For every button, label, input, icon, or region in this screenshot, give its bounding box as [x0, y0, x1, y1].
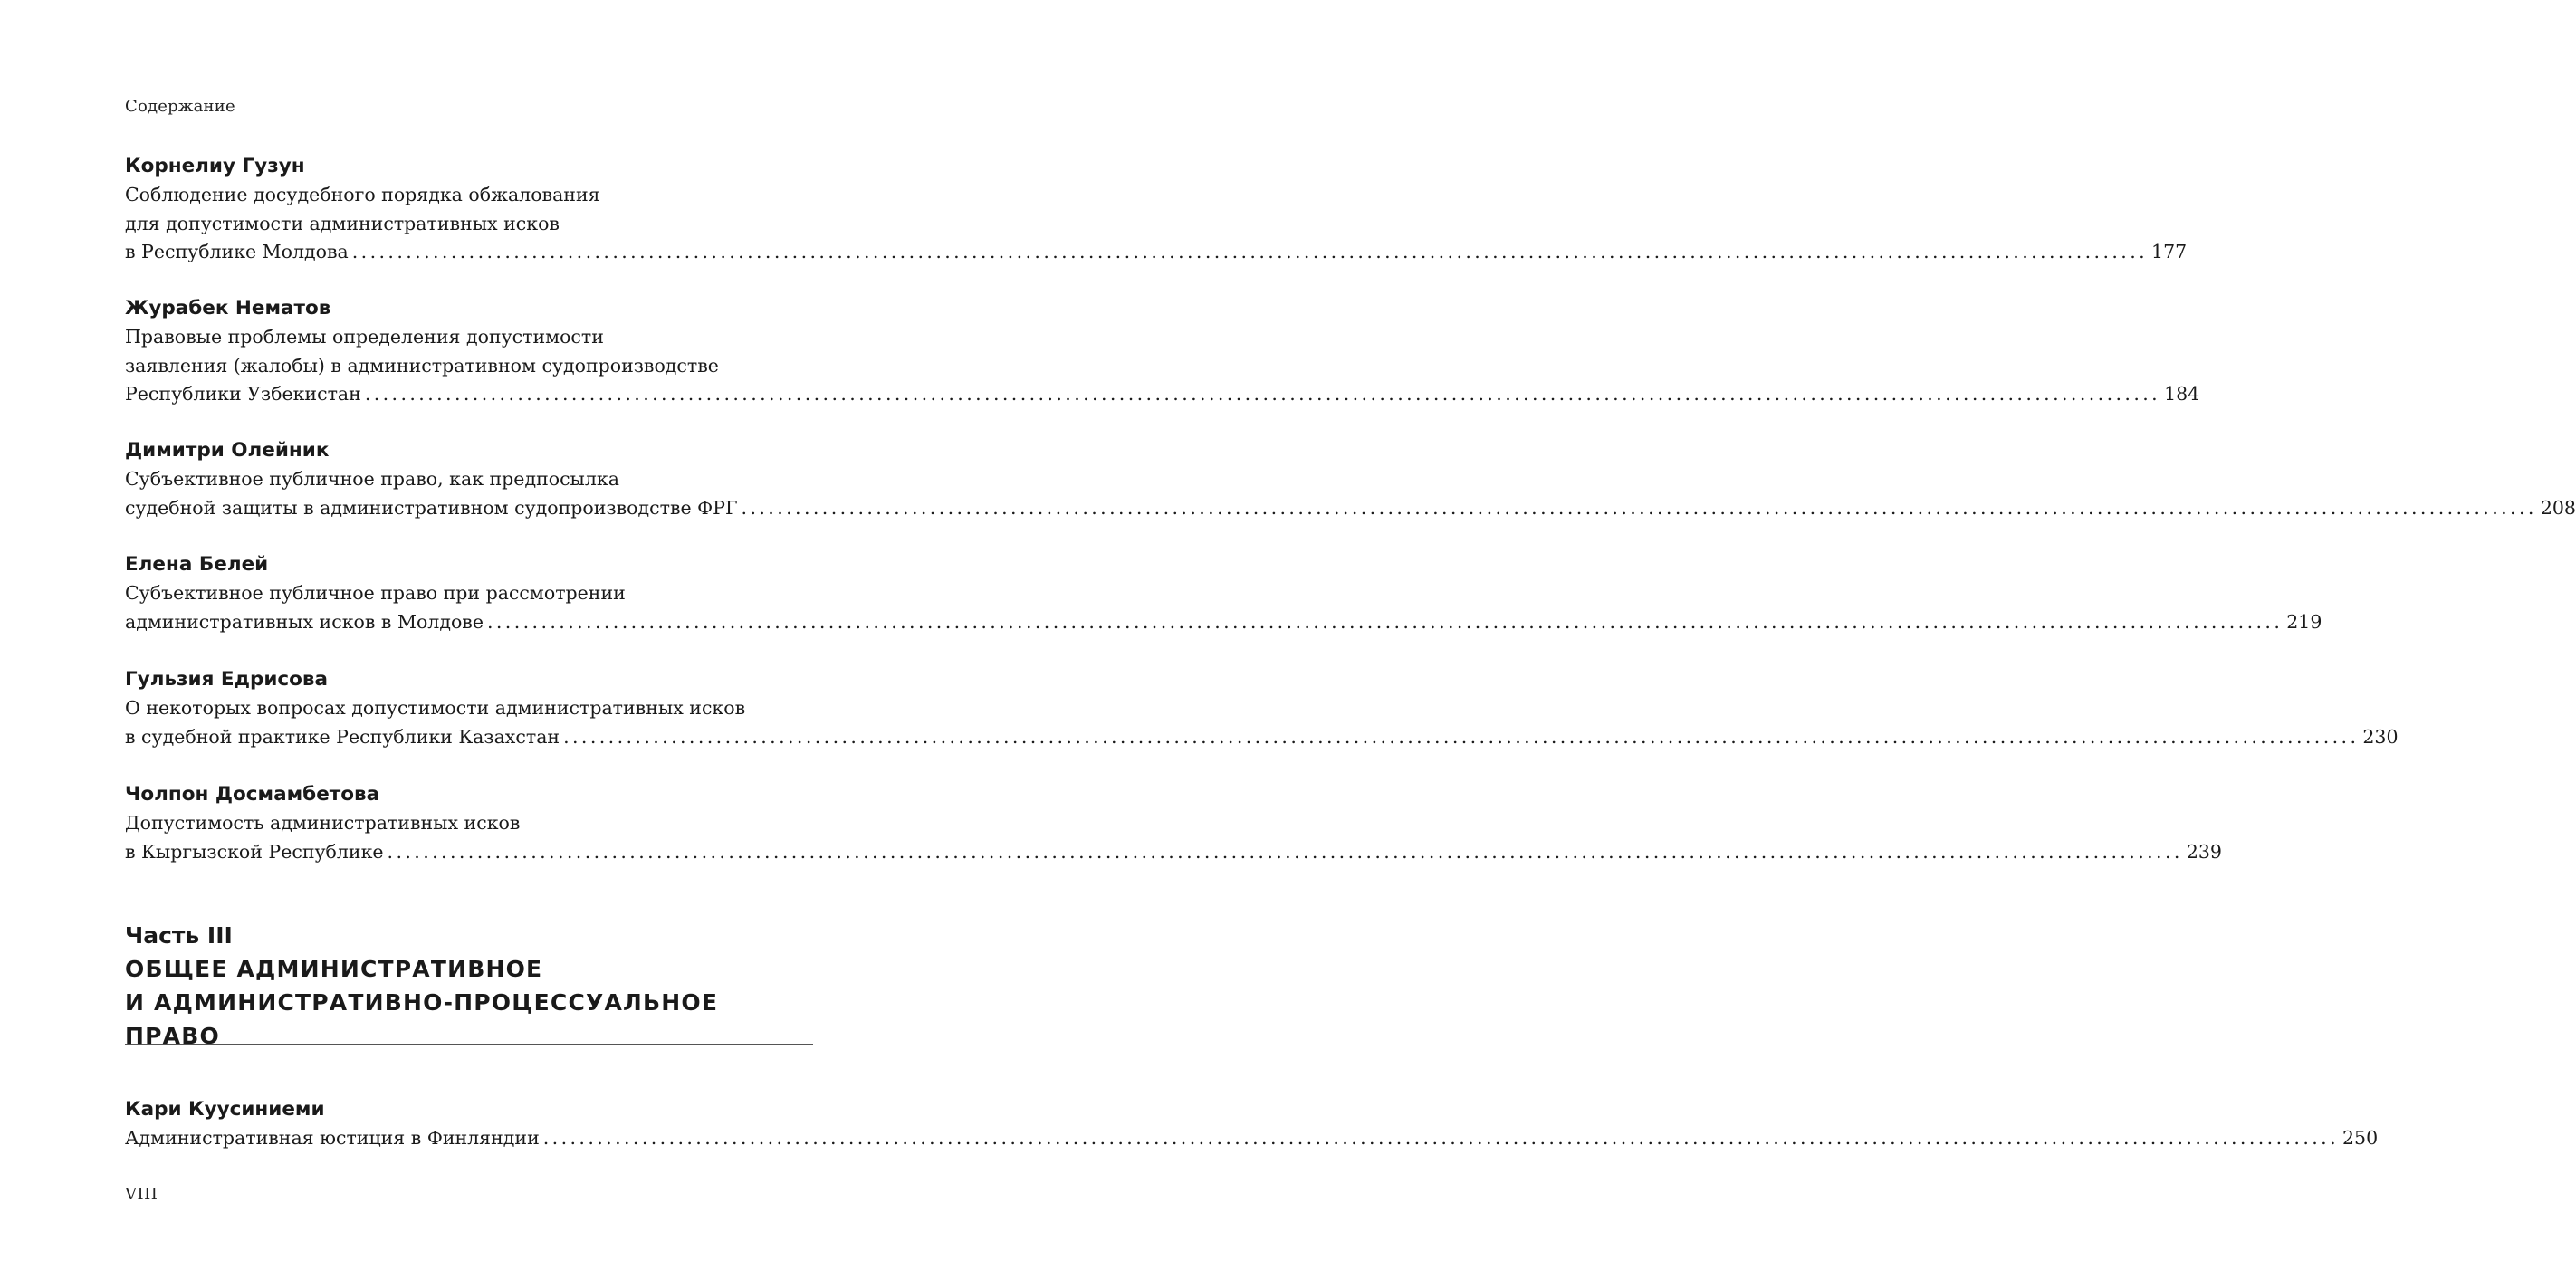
toc-entry [125, 152, 2188, 267]
toc-entry [125, 550, 2322, 636]
entry-page-number: 208 [2540, 496, 2576, 519]
part-title-line: ПРАВО [125, 1023, 220, 1049]
entry-page-number: 230 [2362, 725, 2399, 748]
entry-page-number: 184 [2164, 383, 2200, 405]
entry-author: Гульзия Едрисова [125, 668, 329, 691]
dot-leader: ........................................................................................................................................................................................................ [542, 1127, 2340, 1149]
dot-leader: ........................................................................................................................................................................................................ [364, 383, 2161, 405]
entry-title-line: в Кыргызской Республике [125, 840, 384, 863]
entry-title-line: Республики Узбекистан [125, 383, 361, 405]
entry-last-line [125, 494, 2576, 523]
toc-entry [125, 1095, 2379, 1153]
dot-leader: ........................................................................................................................................................................................................ [351, 241, 2149, 262]
part-title-line: И АДМИНИСТРАТИВНО-ПРОЦЕССУАЛЬНОЕ [125, 989, 719, 1016]
dot-leader: ........................................................................................................................................................................................................ [741, 496, 2537, 519]
toc-entry [125, 436, 2576, 522]
dot-leader: ........................................................................................................................................................................................................ [387, 840, 2183, 863]
toc-entry [125, 780, 2222, 866]
dot-leader: ........................................................................................................................................................................................................ [563, 725, 2360, 748]
entry-last-line [125, 608, 2322, 637]
entry-title-line: О некоторых вопросах допустимости административных исков [125, 697, 746, 719]
entry-author: Корнелиу Гузун [125, 155, 305, 177]
entry-author: Чолпон Досмамбетова [125, 783, 380, 806]
entry-title-line: Административная юстиция в Финляндии [125, 1127, 540, 1149]
entry-page-number: 250 [2342, 1127, 2379, 1149]
entry-last-line [125, 238, 2188, 267]
entry-title-line: административных исков в Молдове [125, 610, 484, 633]
entry-author: Журабек Нематов [125, 297, 331, 320]
entry-page-number: 177 [2151, 241, 2188, 262]
entry-page-number: 219 [2286, 610, 2322, 633]
entry-title-line: в судебной практике Республики Казахстан [125, 725, 560, 748]
entry-author: Кари Куусиниеми [125, 1098, 325, 1121]
part-label: Часть III [125, 922, 233, 949]
entry-title-line: Соблюдение досудебного порядка обжалования [125, 184, 600, 205]
toc-entry [125, 294, 2200, 409]
entry-title-line: Допустимость административных исков [125, 812, 521, 834]
part-heading [125, 919, 813, 1053]
entry-last-line [125, 380, 2200, 409]
entry-title-line: для допустимости административных исков [125, 212, 560, 234]
entry-title-line: судебной защиты в административном судопроизводстве ФРГ [125, 496, 738, 519]
dot-leader: ........................................................................................................................................................................................................ [486, 610, 2284, 633]
toc-entry [125, 665, 2399, 751]
entry-title-line: Субъективное публичное право при рассмотрении [125, 582, 626, 604]
entry-title-line: заявления (жалобы) в административном судопроизводстве [125, 354, 719, 377]
entry-title-line: в Республике Молдова [125, 241, 349, 262]
entry-last-line [125, 1124, 2379, 1153]
page-folio: VIII [125, 1185, 158, 1204]
entry-last-line [125, 723, 2399, 752]
part-title-line: ОБЩЕЕ АДМИНИСТРАТИВНОЕ [125, 956, 543, 982]
part-divider [125, 1044, 813, 1045]
entry-page-number: 239 [2186, 840, 2222, 863]
entry-title-line: Субъективное публичное право, как предпосылка [125, 468, 619, 490]
entry-title-line: Правовые проблемы определения допустимости [125, 326, 604, 348]
entry-last-line [125, 838, 2222, 867]
entry-author: Димитри Олейник [125, 439, 330, 462]
entry-author: Елена Белей [125, 553, 269, 576]
running-head: Содержание [125, 97, 235, 116]
